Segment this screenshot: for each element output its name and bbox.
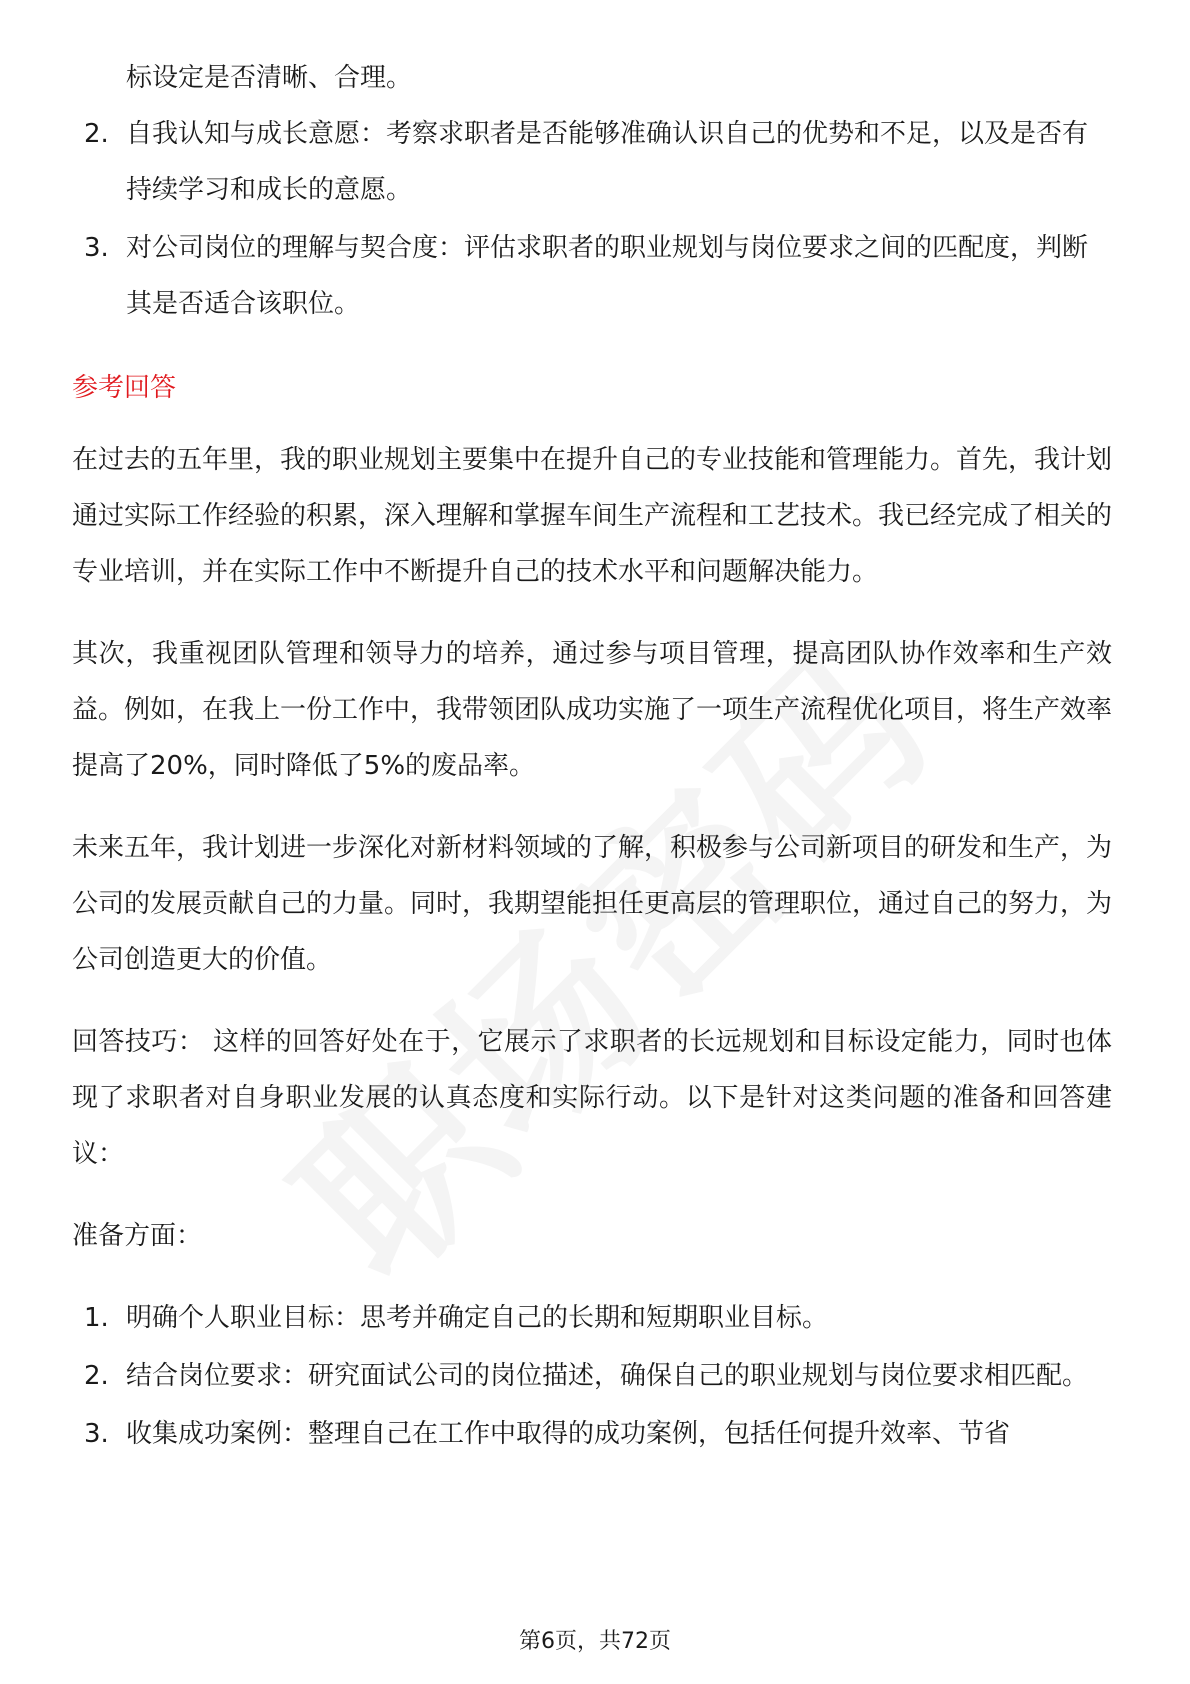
list-item bbox=[72, 106, 1112, 218]
bottom-ordered-list bbox=[72, 1290, 1112, 1462]
list-item-text: 对公司岗位的理解与契合度：评估求职者的职业规划与岗位要求之间的匹配度，判断其是否适合该职位。 bbox=[126, 233, 1089, 319]
list-item-text: 收集成功案例：整理自己在工作中取得的成功案例，包括任何提升效率、节省 bbox=[126, 1419, 1011, 1449]
paragraph: 回答技巧： 这样的回答好处在于，它展示了求职者的长远规划和目标设定能力，同时也体现了求职者对自身职业发展的认真态度和实际行动。以下是针对这类问题的准备和回答建议： bbox=[72, 1027, 1112, 1169]
list-item-number: 3. bbox=[84, 233, 109, 263]
list-item-number: 2. bbox=[84, 119, 109, 149]
paragraph: 其次，我重视团队管理和领导力的培养，通过参与项目管理，提高团队协作效率和生产效益。例如，在我上一份工作中，我带领团队成功实施了一项生产流程优化项目，将生产效率提高了20%，同时降低了5%的废品率。 bbox=[72, 639, 1113, 781]
list-item-text: 自我认知与成长意愿：考察求职者是否能够准确认识自己的优势和不足，以及是否有持续学习和成长的意愿。 bbox=[126, 119, 1089, 205]
list-item-continuation: 标设定是否清晰、合理。 bbox=[126, 63, 413, 93]
page-number: 第6页，共72页 bbox=[519, 1629, 671, 1654]
section-heading: 参考回答 bbox=[72, 373, 177, 403]
list-item-text: 结合岗位要求：研究面试公司的岗位描述，确保自己的职业规划与岗位要求相匹配。 bbox=[126, 1361, 1089, 1391]
list-item bbox=[72, 1290, 1112, 1346]
paragraph: 在过去的五年里，我的职业规划主要集中在提升自己的专业技能和管理能力。首先，我计划通过实际工作经验的积累，深入理解和掌握车间生产流程和工艺技术。我已经完成了相关的专业培训，并在实际工作中不断提升自己的技术水平和问题解决能力。 bbox=[72, 445, 1113, 587]
page-content bbox=[72, 50, 1112, 1464]
list-item bbox=[72, 220, 1112, 332]
top-ordered-list bbox=[72, 106, 1112, 332]
list-item-text: 明确个人职业目标：思考并确定自己的长期和短期职业目标。 bbox=[126, 1303, 829, 1333]
list-item bbox=[72, 1348, 1112, 1404]
list-item-number: 2. bbox=[84, 1361, 109, 1391]
paragraph: 准备方面： bbox=[72, 1221, 203, 1251]
list-item bbox=[72, 1406, 1112, 1462]
list-item-number: 3. bbox=[84, 1419, 109, 1449]
list-item-number: 1. bbox=[84, 1303, 109, 1333]
paragraph: 未来五年，我计划进一步深化对新材料领域的了解，积极参与公司新项目的研发和生产，为公司的发展贡献自己的力量。同时，我期望能担任更高层的管理职位，通过自己的努力，为公司创造更大的价值。 bbox=[72, 833, 1113, 975]
